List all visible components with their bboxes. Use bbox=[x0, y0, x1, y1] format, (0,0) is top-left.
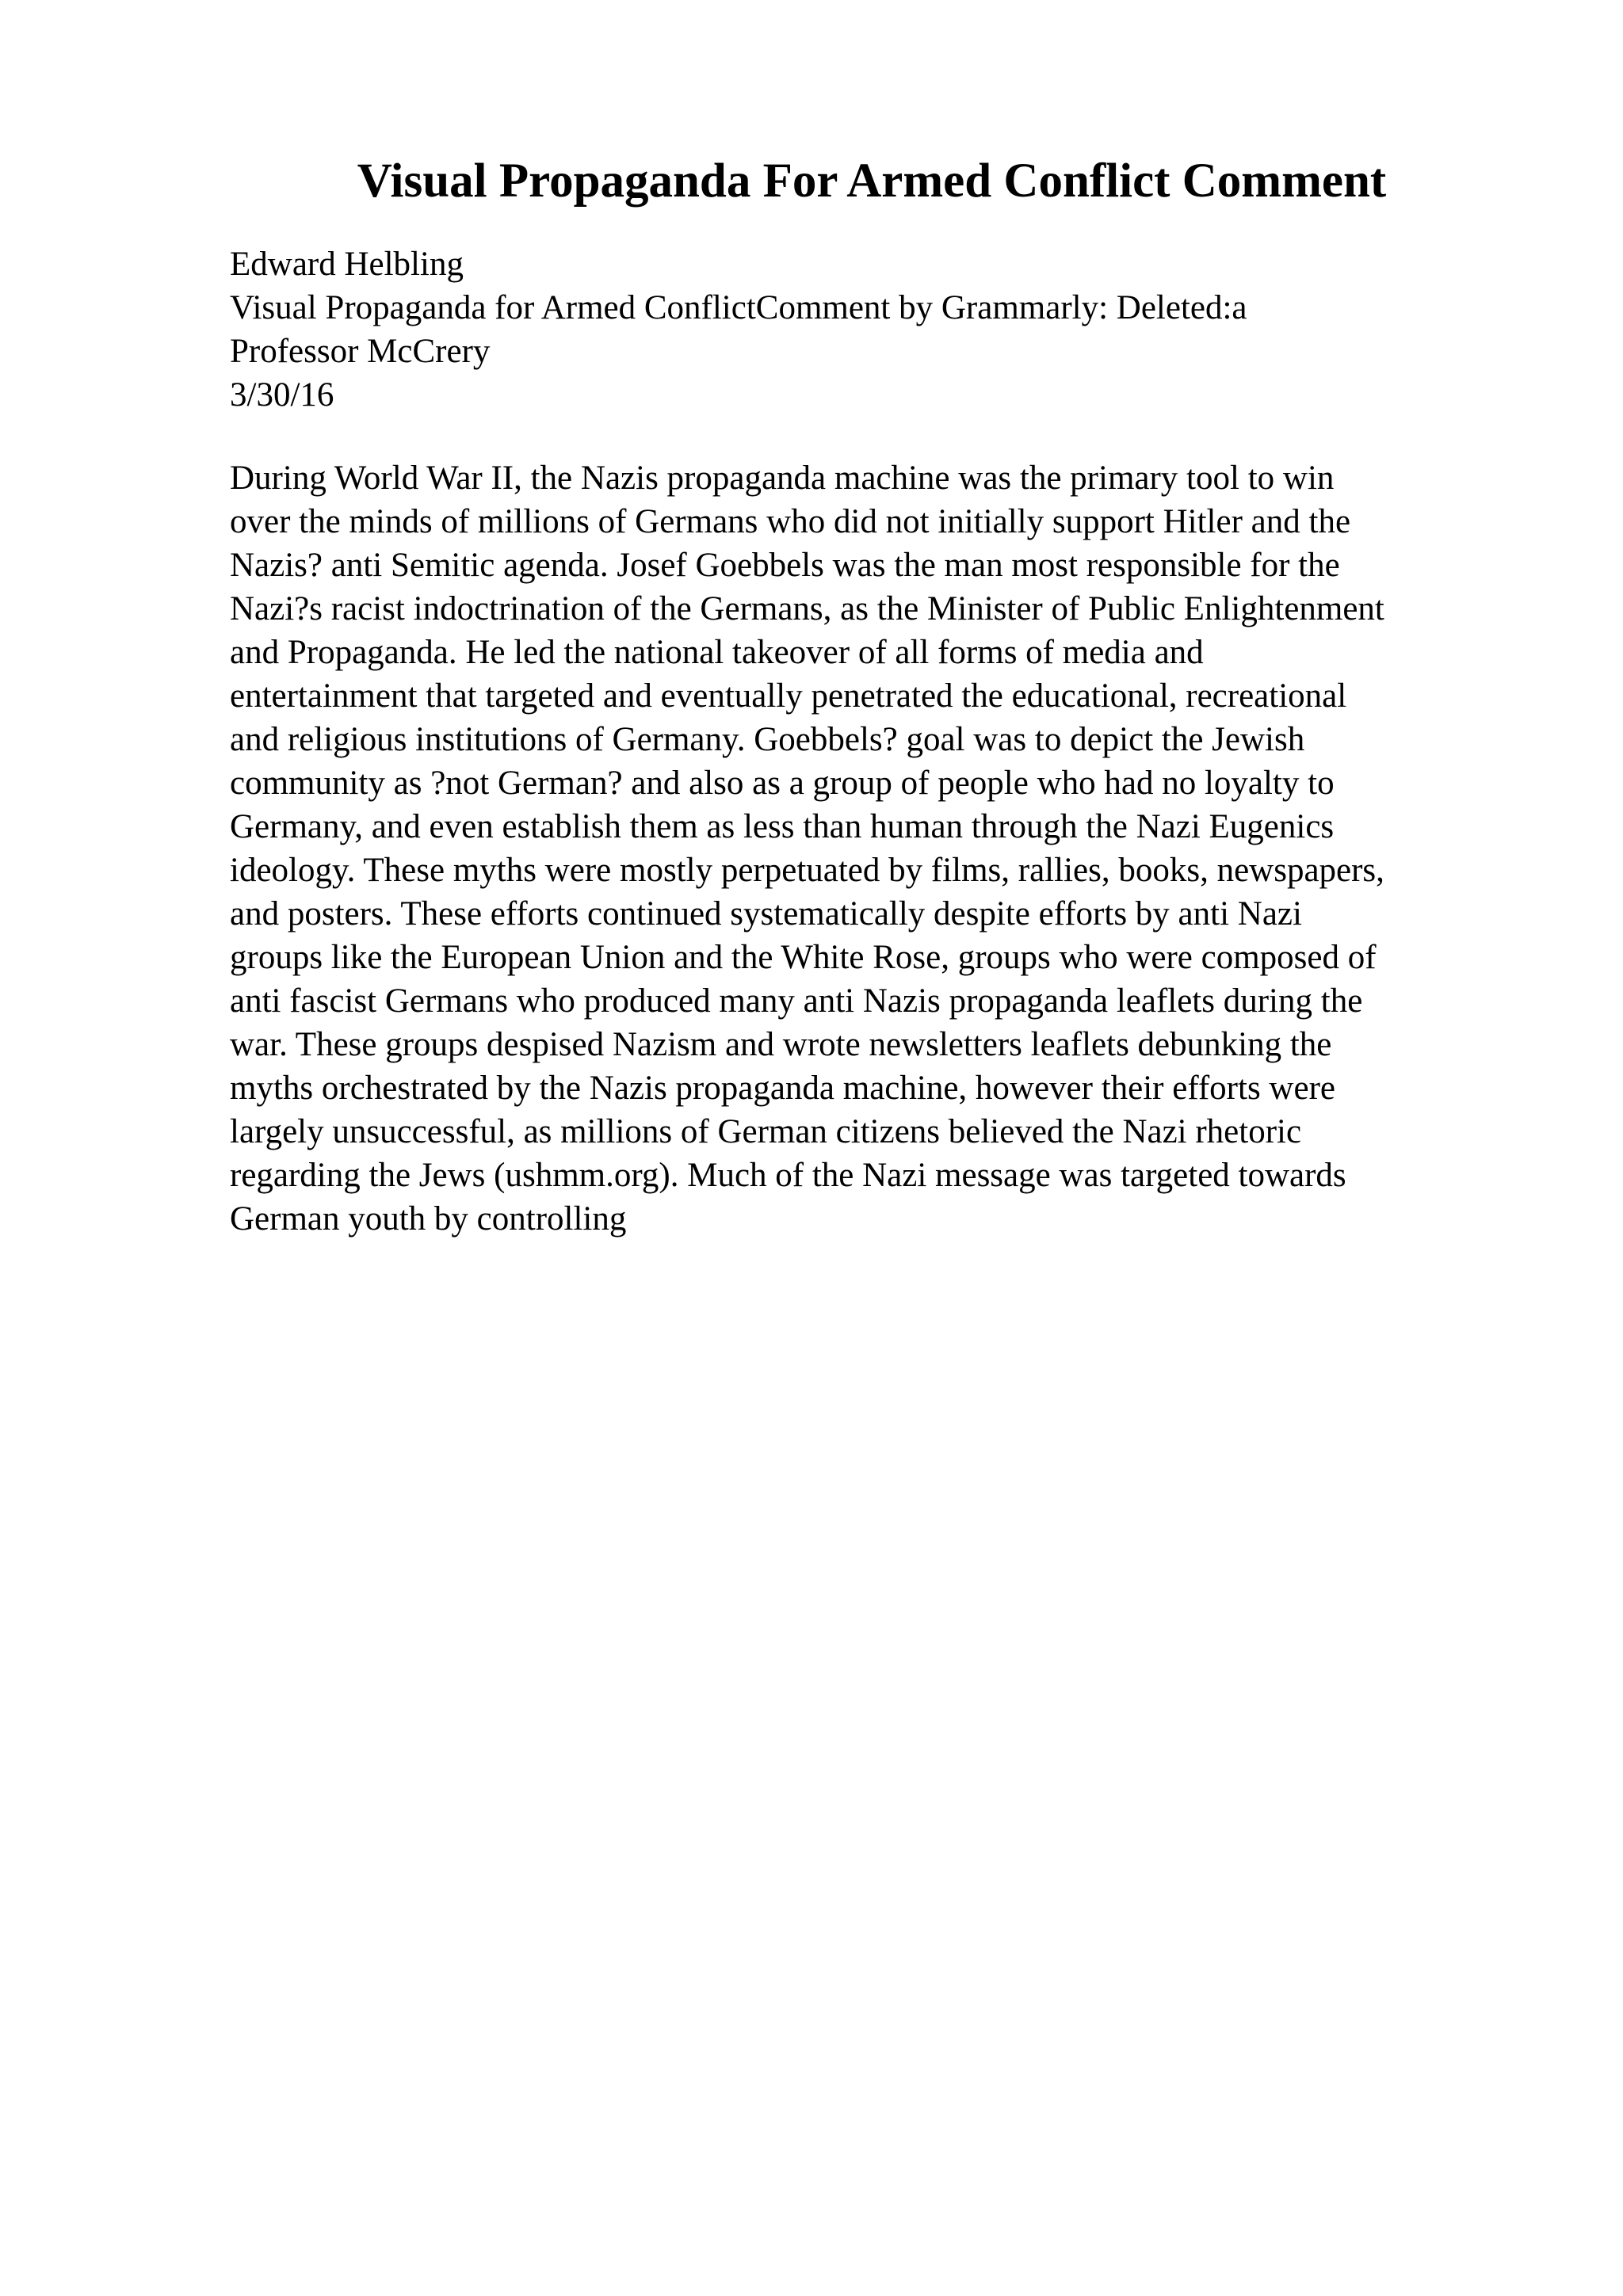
paragraph-line: ideology. These myths were mostly perpetuated by films, rallies, books, newspapers, bbox=[230, 852, 1384, 889]
paragraph-line: entertainment that targeted and eventually penetrated the educational, recreational bbox=[230, 677, 1347, 715]
paragraph-line: During World War II, the Nazis propaganda machine was the primary tool to win bbox=[230, 460, 1335, 497]
paper-subtitle: Visual Propaganda for Armed ConflictComment by Grammarly: Deleted:a bbox=[230, 289, 1247, 326]
paragraph-line: community as ?not German? and also as a group of people who had no loyalty to bbox=[230, 765, 1335, 802]
paragraph-line: war. These groups despised Nazism and wrote newsletters leaflets debunking the bbox=[230, 1026, 1332, 1063]
document-date: 3/30/16 bbox=[230, 376, 334, 414]
paragraph-line: Nazis? anti Semitic agenda. Josef Goebbels was the man most responsible for the bbox=[230, 547, 1340, 584]
paragraph-line: Germany, and even establish them as less than human through the Nazi Eugenics bbox=[230, 808, 1335, 845]
paragraph-line: over the minds of millions of Germans who did not initially support Hitler and the bbox=[230, 503, 1351, 540]
document-header-block bbox=[230, 242, 1498, 417]
paragraph-line: and religious institutions of Germany. Goebbels? goal was to depict the Jewish bbox=[230, 721, 1305, 758]
paragraph-line: myths orchestrated by the Nazis propaganda machine, however their efforts were bbox=[230, 1070, 1335, 1107]
body-paragraph bbox=[230, 456, 1498, 1241]
paragraph-line: and Propaganda. He led the national takeover of all forms of media and bbox=[230, 634, 1204, 671]
professor-name: Professor McCrery bbox=[230, 333, 491, 370]
paragraph-line: and posters. These efforts continued systematically despite efforts by anti Nazi bbox=[230, 895, 1302, 933]
paragraph-line: German youth by controlling bbox=[230, 1200, 627, 1238]
paragraph-line: regarding the Jews (ushmm.org). Much of the Nazi message was targeted towards bbox=[230, 1157, 1346, 1194]
document-title: Visual Propaganda For Armed Conflict Comment bbox=[357, 154, 1387, 208]
paragraph-line: Nazi?s racist indoctrination of the Germans, as the Minister of Public Enlightenment bbox=[230, 590, 1384, 627]
paragraph-line: largely unsuccessful, as millions of German citizens believed the Nazi rhetoric bbox=[230, 1113, 1302, 1150]
author-name: Edward Helbling bbox=[230, 246, 464, 283]
paragraph-line: anti fascist Germans who produced many anti Nazis propaganda leaflets during the bbox=[230, 982, 1363, 1020]
paragraph-line: groups like the European Union and the White Rose, groups who were composed of bbox=[230, 939, 1377, 976]
